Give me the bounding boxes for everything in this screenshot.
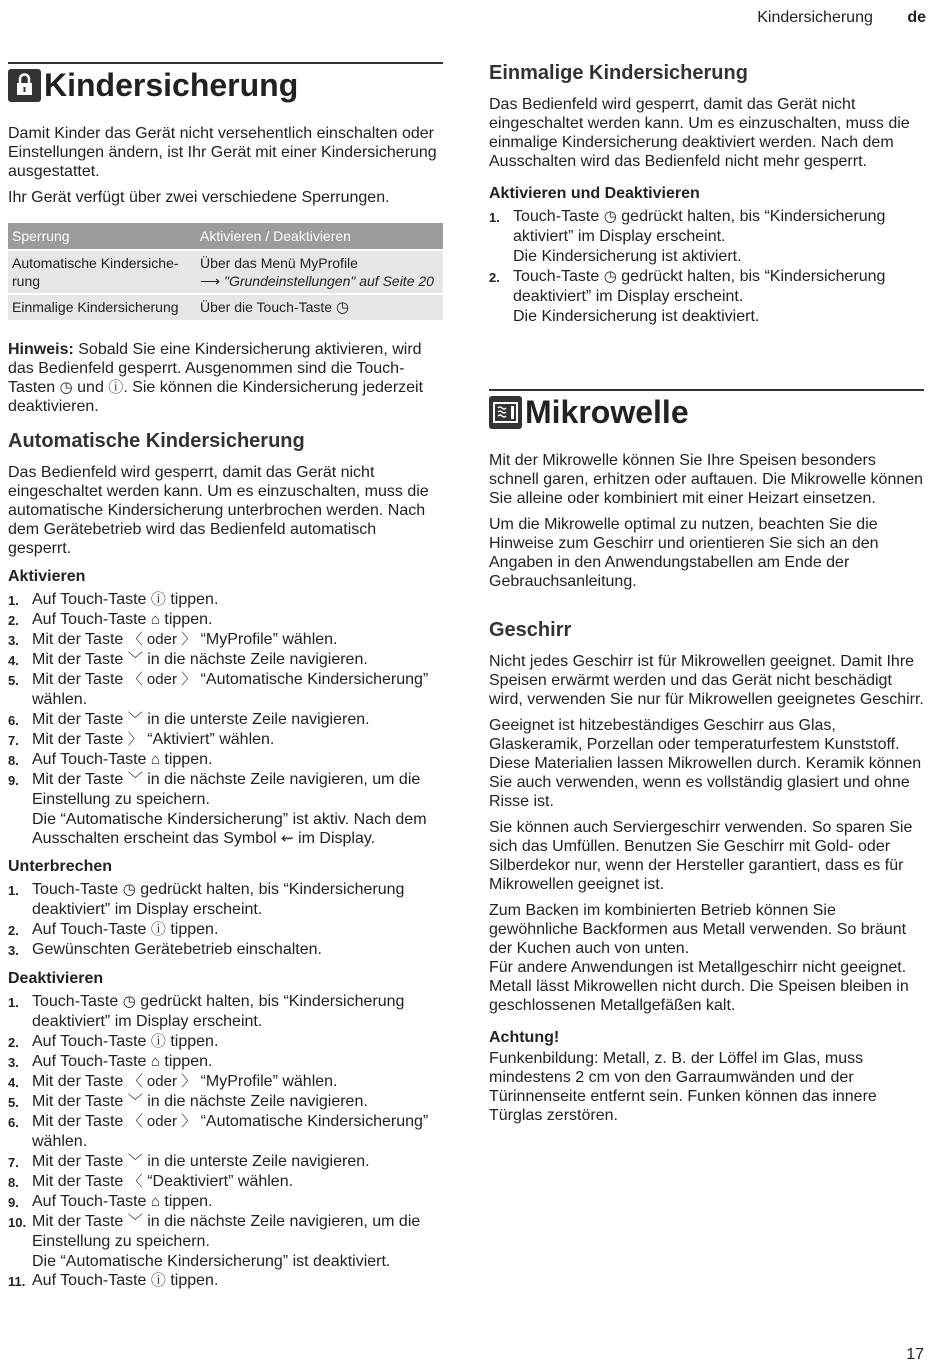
step-text: gedrückt halten, bis “Kindersicherung deaktiviert” im Display erscheint. bbox=[32, 881, 405, 918]
list-item bbox=[8, 610, 443, 630]
chevron-left-right-icon: 〈 oder 〉 bbox=[127, 631, 197, 648]
step-text: tippen. bbox=[164, 1193, 213, 1210]
step-text: Gewünschten Gerätebetrieb einschalten. bbox=[32, 941, 322, 958]
list-item bbox=[8, 880, 443, 920]
table-header-aktivieren: Aktivieren / Deaktivieren bbox=[196, 223, 443, 250]
step-text: Auf Touch-Taste bbox=[32, 1033, 147, 1050]
einmalig-text: Das Bedienfeld wird gesperrt, damit das Gerät nicht eingeschaltet werden kann. Um es einzuschalten, muss die einmalige Kindersicherung deaktiviert werden. Nach dem Ausschalten wird das Bedienfeld nicht mehr gesperrt. bbox=[489, 96, 910, 170]
hint-label: Hinweis: bbox=[8, 341, 74, 358]
step-text: in die nächste Zeile navigieren. bbox=[147, 651, 368, 668]
step-text: “MyProfile” wählen. bbox=[200, 631, 338, 648]
step-number: 2. bbox=[8, 1035, 19, 1050]
list-item bbox=[8, 1271, 443, 1291]
step-number: 1. bbox=[8, 593, 19, 608]
step-number: 6. bbox=[8, 713, 19, 728]
page-number: 17 bbox=[906, 1346, 924, 1363]
list-item bbox=[8, 710, 443, 730]
step-text: tippen. bbox=[164, 611, 213, 628]
mikro-p2: Um die Mikrowelle optimal zu nutzen, beachten Sie die Hinweise zum Geschirr und orientieren Sie sich an den Angaben in den Anwendungstabellen am Ende der Gebrauchsanleitung. bbox=[489, 516, 879, 590]
table-cell bbox=[196, 250, 443, 294]
clock-icon: ◷ bbox=[335, 299, 350, 316]
list-item bbox=[8, 1072, 443, 1092]
step-text: Mit der Taste bbox=[32, 1073, 124, 1090]
table-cell bbox=[196, 294, 443, 320]
step-text: gedrückt halten, bis “Kindersicherung deaktiviert” im Display erscheint. bbox=[32, 993, 405, 1030]
achtung-heading: Achtung! bbox=[489, 1029, 560, 1046]
list-item bbox=[8, 920, 443, 940]
clock-icon: ◷ bbox=[122, 881, 136, 898]
header-section: Kindersicherung bbox=[757, 9, 873, 26]
step-text: Touch-Taste bbox=[32, 993, 119, 1010]
step-text: Auf Touch-Taste bbox=[32, 921, 147, 938]
chevron-down-icon: ﹀ bbox=[127, 1093, 143, 1110]
intro-2: Ihr Gerät verfügt über zwei verschiedene Sperrungen. bbox=[8, 189, 390, 206]
step-text: Mit der Taste bbox=[32, 1213, 124, 1230]
list-item bbox=[8, 1212, 443, 1252]
unterbrechen-steps bbox=[8, 880, 443, 960]
step-number: 11. bbox=[8, 1274, 26, 1289]
home-icon: ⌂ bbox=[150, 1193, 160, 1210]
mikrowelle-title: Mikrowelle bbox=[525, 394, 689, 430]
step-number: 3. bbox=[8, 1055, 19, 1070]
geschirr-heading: Geschirr bbox=[489, 619, 572, 641]
home-icon: ⌂ bbox=[150, 751, 160, 768]
step-number: 10. bbox=[8, 1215, 27, 1230]
unterbrechen-heading: Unterbrechen bbox=[8, 858, 113, 875]
geschirr-p4: Zum Backen im kombinierten Betrieb können Sie gewöhnliche Backformen aus Metall verwenden. So bräunt der Kuchen auch von unten. bbox=[489, 902, 907, 957]
step-text: tippen. bbox=[170, 1272, 219, 1289]
note-text: Die “Automatische Kindersicherung” ist aktiv. Nach dem Ausschalten erscheint das Symbol bbox=[32, 811, 427, 847]
header-lang: de bbox=[907, 9, 926, 26]
list-item bbox=[8, 670, 443, 710]
auto-text: Das Bedienfeld wird gesperrt, damit das Gerät nicht eingeschaltet werden kann. Um es einzuschalten, muss die automatische Kindersicherung unterbrochen werden. Nach dem Gerätebetrieb wird das Bedienfeld automatisch gesperrt. bbox=[8, 464, 429, 557]
table-cell: Einmalige Kindersicherung bbox=[8, 294, 196, 320]
table-cell: Automatische Kindersiche-rung bbox=[8, 250, 196, 294]
step-text: Mit der Taste bbox=[32, 711, 124, 728]
info-icon: ⓘ bbox=[108, 379, 124, 396]
list-item bbox=[8, 940, 443, 960]
step-number: 9. bbox=[8, 773, 19, 788]
step-text: Touch-Taste bbox=[513, 268, 600, 285]
hint-paragraph bbox=[8, 340, 443, 416]
step-text: in die nächste Zeile navigieren, um die Einstellung zu speichern. bbox=[32, 771, 421, 808]
step-text: gedrückt halten, bis “Kindersicherung deaktiviert” im Display erscheint. bbox=[513, 268, 886, 305]
geschirr-p1: Nicht jedes Geschirr ist für Mikrowellen geeignet. Damit Ihre Speisen erwärmt werden und das Gerät nicht beschädigt wird, verwenden Sie nur für Mikrowellen geeignetes Geschirr. bbox=[489, 653, 924, 708]
step-text: Touch-Taste bbox=[32, 881, 119, 898]
list-item bbox=[489, 267, 924, 327]
clock-icon: ◷ bbox=[59, 379, 73, 396]
step-number: 3. bbox=[8, 943, 19, 958]
step-text: Auf Touch-Taste bbox=[32, 751, 147, 768]
intro-1: Damit Kinder das Gerät nicht versehentlich einschalten oder Einstellungen ändern, ist Ihr Gerät mit einer Kindersicherung ausgestattet. bbox=[8, 125, 437, 180]
list-item bbox=[8, 1052, 443, 1072]
chevron-down-icon: ﹀ bbox=[127, 651, 143, 668]
step-number: 4. bbox=[8, 1075, 19, 1090]
chevron-left-right-icon: 〈 oder 〉 bbox=[127, 1113, 197, 1130]
hint-text: . Sie können die Kindersicherung jederzeit deaktivieren. bbox=[8, 379, 424, 415]
step-text: in die unterste Zeile navigieren. bbox=[147, 1153, 370, 1170]
list-item bbox=[8, 650, 443, 670]
step-text: Auf Touch-Taste bbox=[32, 611, 147, 628]
step-text: tippen. bbox=[164, 1053, 213, 1070]
step-text: tippen. bbox=[170, 1033, 219, 1050]
list-item bbox=[8, 730, 443, 750]
einmalig-heading: Einmalige Kindersicherung bbox=[489, 62, 748, 84]
step-text: “Automatische Kindersicherung” wählen. bbox=[32, 671, 429, 708]
auto-heading: Automatische Kindersicherung bbox=[8, 430, 305, 452]
geschirr-p3: Sie können auch Serviergeschirr verwenden. So sparen Sie sich das Umfüllen. Benutzen Sie Geschirr mit Gold- oder Silberdekor nur, wenn der Hersteller garantiert, dass es für Mikrowellen geeignet ist. bbox=[489, 819, 913, 893]
step-text: Auf Touch-Taste bbox=[32, 1193, 147, 1210]
mikrowelle-heading bbox=[489, 389, 924, 431]
list-item bbox=[8, 590, 443, 610]
deaktivieren-step-11 bbox=[8, 1271, 443, 1291]
info-icon: ⓘ bbox=[150, 1272, 166, 1289]
step-text: gedrückt halten, bis “Kindersicherung aktiviert” im Display erscheint. bbox=[513, 208, 886, 245]
chevron-down-icon: ﹀ bbox=[127, 711, 143, 728]
child-lock-symbol-icon: ⇜ bbox=[281, 830, 294, 847]
step-number: 4. bbox=[8, 653, 19, 668]
info-icon: ⓘ bbox=[150, 591, 166, 608]
step-text: Auf Touch-Taste bbox=[32, 1053, 147, 1070]
list-item bbox=[8, 1192, 443, 1212]
chevron-right-icon: 〉 bbox=[127, 731, 143, 748]
geschirr-p2: Geeignet ist hitzebeständiges Geschirr aus Glas, Glaskeramik, Porzellan oder temperaturfestem Kunststoff. Diese Materialien lassen Mikrowellen durch. Keramik können Sie auch verwenden, wenn es vollständig glasiert und ohne Risse ist. bbox=[489, 717, 922, 810]
clock-icon: ◷ bbox=[122, 993, 136, 1010]
step-text: Auf Touch-Taste bbox=[32, 591, 147, 608]
note-text: im Display. bbox=[298, 830, 376, 847]
clock-icon: ◷ bbox=[603, 208, 617, 225]
table-cell-text: Über das Menü MyProfile bbox=[200, 255, 358, 271]
lock-table bbox=[8, 223, 443, 320]
chevron-left-right-icon: 〈 oder 〉 bbox=[127, 671, 197, 688]
right-column bbox=[489, 62, 924, 1132]
aktivieren-heading: Aktivieren bbox=[8, 568, 86, 585]
chevron-down-icon: ﹀ bbox=[127, 1213, 143, 1230]
step-text: “MyProfile” wählen. bbox=[200, 1073, 338, 1090]
step-text: Mit der Taste bbox=[32, 651, 124, 668]
aktivieren-steps bbox=[8, 590, 443, 810]
kindersicherung-heading bbox=[8, 62, 443, 104]
cross-reference-link[interactable]: "Grundeinstellungen" auf Seite 20 bbox=[223, 273, 434, 289]
hint-text: und bbox=[77, 379, 104, 396]
microwave-icon bbox=[489, 396, 522, 429]
step-number: 1. bbox=[489, 210, 500, 225]
step-number: 7. bbox=[8, 733, 19, 748]
step-result: Die Kindersicherung ist deaktiviert. bbox=[513, 308, 760, 325]
step-text: Mit der Taste bbox=[32, 671, 124, 688]
chevron-left-right-icon: 〈 oder 〉 bbox=[127, 1073, 197, 1090]
table-row bbox=[8, 250, 443, 294]
step-text: “Aktiviert” wählen. bbox=[147, 731, 275, 748]
step-text: Mit der Taste bbox=[32, 771, 124, 788]
step-number: 1. bbox=[8, 995, 19, 1010]
step-result: Die Kindersicherung ist aktiviert. bbox=[513, 248, 742, 265]
table-header-sperrung: Sperrung bbox=[8, 223, 196, 250]
step-number: 8. bbox=[8, 1175, 19, 1190]
einmalig-steps bbox=[489, 207, 924, 327]
step-number: 5. bbox=[8, 1095, 19, 1110]
chevron-left-icon: 〈 bbox=[127, 1173, 143, 1190]
step-number: 2. bbox=[8, 923, 19, 938]
step-number: 2. bbox=[8, 613, 19, 628]
deaktivieren-note: Die “Automatische Kindersicherung” ist deaktiviert. bbox=[32, 1253, 391, 1270]
table-row bbox=[8, 294, 443, 320]
step-text: Touch-Taste bbox=[513, 208, 600, 225]
step-text: in die unterste Zeile navigieren. bbox=[147, 711, 370, 728]
left-column bbox=[8, 62, 443, 1295]
home-icon: ⌂ bbox=[150, 611, 160, 628]
hint-text: Sobald Sie eine Kindersicherung aktivieren, wird das Bedienfeld gesperrt. Ausgenommen sind die Touch-Tasten bbox=[8, 341, 422, 396]
clock-icon: ◷ bbox=[603, 268, 617, 285]
step-text: tippen. bbox=[170, 591, 219, 608]
mikro-p1: Mit der Mikrowelle können Sie Ihre Speisen besonders schnell garen, erhitzen oder auftauen. Die Mikrowelle können Sie alleine oder kombiniert mit einer Heizart einsetzen. bbox=[489, 452, 924, 507]
step-text: “Deaktiviert” wählen. bbox=[147, 1173, 294, 1190]
arrow-icon: ⟶ bbox=[200, 273, 221, 289]
step-number: 9. bbox=[8, 1195, 19, 1210]
step-text: “Automatische Kindersicherung” wählen. bbox=[32, 1113, 429, 1150]
step-text: in die nächste Zeile navigieren, um die Einstellung zu speichern. bbox=[32, 1213, 421, 1250]
step-text: Mit der Taste bbox=[32, 1153, 124, 1170]
page-title: Kindersicherung bbox=[44, 67, 299, 103]
info-icon: ⓘ bbox=[150, 1033, 166, 1050]
step-number: 8. bbox=[8, 753, 19, 768]
step-text: Mit der Taste bbox=[32, 731, 124, 748]
info-icon: ⓘ bbox=[150, 921, 166, 938]
step-text: Mit der Taste bbox=[32, 631, 124, 648]
list-item bbox=[8, 992, 443, 1032]
geschirr-p5: Für andere Anwendungen ist Metallgeschirr nicht geeignet. Metall lässt Mikrowellen nicht durch. Die Speisen bleiben in geschlossenen Metallgefäßen kalt. bbox=[489, 959, 909, 1014]
step-number: 2. bbox=[489, 270, 500, 285]
lock-icon bbox=[8, 69, 41, 102]
table-cell-text: Über die Touch-Taste bbox=[200, 299, 333, 315]
step-text: Auf Touch-Taste bbox=[32, 1272, 147, 1289]
step-number: 1. bbox=[8, 883, 19, 898]
aktivieren-note bbox=[8, 810, 443, 848]
step-text: Mit der Taste bbox=[32, 1113, 124, 1130]
einmalig-sub-heading: Aktivieren und Deaktivieren bbox=[489, 185, 700, 202]
step-number: 6. bbox=[8, 1115, 19, 1130]
step-text: in die nächste Zeile navigieren. bbox=[147, 1093, 368, 1110]
step-number: 3. bbox=[8, 633, 19, 648]
list-item bbox=[8, 1092, 443, 1112]
list-item bbox=[8, 1152, 443, 1172]
step-number: 5. bbox=[8, 673, 19, 688]
list-item bbox=[8, 630, 443, 650]
step-text: tippen. bbox=[170, 921, 219, 938]
deaktivieren-heading: Deaktivieren bbox=[8, 970, 104, 987]
step-text: tippen. bbox=[164, 751, 213, 768]
chevron-down-icon: ﹀ bbox=[127, 771, 143, 788]
home-icon: ⌂ bbox=[150, 1053, 160, 1070]
step-number: 7. bbox=[8, 1155, 19, 1170]
list-item bbox=[8, 770, 443, 810]
list-item bbox=[8, 750, 443, 770]
step-text: Mit der Taste bbox=[32, 1093, 124, 1110]
chevron-down-icon: ﹀ bbox=[127, 1153, 143, 1170]
deaktivieren-steps bbox=[8, 992, 443, 1252]
list-item bbox=[8, 1172, 443, 1192]
step-text: Mit der Taste bbox=[32, 1173, 124, 1190]
list-item bbox=[489, 207, 924, 267]
list-item bbox=[8, 1032, 443, 1052]
list-item bbox=[8, 1112, 443, 1152]
achtung-text: Funkenbildung: Metall, z. B. der Löffel im Glas, muss mindestens 2 cm von den Garraumwänden und der Türinnenseite entfernt sein. Funken können das innere Türglas zerstören. bbox=[489, 1050, 877, 1124]
page-header bbox=[757, 9, 926, 27]
